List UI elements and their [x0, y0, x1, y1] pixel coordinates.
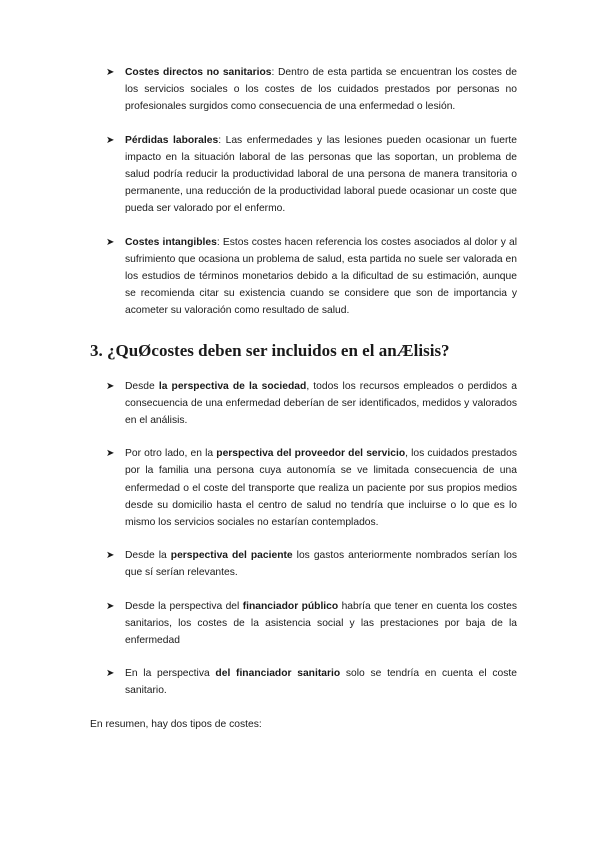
- list-item-costes-intangibles: [90, 234, 517, 320]
- arrow-bullet-icon: ➤: [106, 668, 115, 680]
- section-heading: 3. ¿QuØcostes deben ser incluidos en el anÆlisis?: [90, 340, 450, 360]
- list-item-perspectiva-paciente: [90, 547, 517, 581]
- item-text-post: , los cuidados prestados por la familia una persona cuya autonomía se ve limitada consecuencia de una enfermedad o el coste del transporte que realiza un paciente por sus propios medios desde su domicilio hasta el centro de salud no tendría que incluirse o lo que es lo mismo los servicios sociales no estarían contemplados.: [125, 448, 518, 529]
- list-item-costes-directos: [90, 64, 517, 116]
- term-bold: Pérdidas laborales: [125, 134, 219, 146]
- arrow-bullet-icon: ➤: [106, 134, 115, 146]
- item-text-pre: Desde la perspectiva del: [125, 600, 243, 612]
- item-text-pre: Desde: [125, 380, 159, 392]
- item-text-bold: perspectiva del proveedor del servicio: [216, 448, 406, 460]
- arrow-bullet-icon: ➤: [106, 600, 115, 612]
- item-text-bold: perspectiva del paciente: [170, 550, 293, 562]
- arrow-bullet-icon: ➤: [106, 67, 115, 78]
- arrow-bullet-icon: ➤: [106, 448, 115, 460]
- item-text-bold: del financiador sanitario: [215, 668, 341, 680]
- list-item-financiador-publico: [90, 598, 517, 650]
- item-text-bold: la perspectiva de la sociedad: [158, 380, 307, 392]
- list-item-perspectiva-proveedor: [90, 445, 517, 531]
- term-bold: Costes intangibles: [125, 236, 217, 248]
- term-bold: Costes directos no sanitarios: [125, 67, 272, 78]
- item-text-post: , todos los recursos empleados o perdidos a consecuencia de una enfermedad deberían de ser identificados, medidos y valorados en el análisis.: [125, 380, 517, 427]
- arrow-bullet-icon: ➤: [106, 236, 115, 248]
- arrow-bullet-icon: ➤: [106, 380, 115, 392]
- term-description: : Las enfermedades y las lesiones pueden ocasionar un fuerte impacto en la situación laboral de las personas que las soportan, un problema de salud podría reducir la productividad laboral de una persona de manera transitoria o permanente, una reducción de la productividad laboral puede ocasionar un coste que pueda ser valorado por el enfermo.: [125, 134, 518, 215]
- term-description: : Estos costes hacen referencia los costes asociados al dolor y al sufrimiento que ocasiona un problema de salud, esta partida no suele ser valorada en los estudios de términos monetarios debido a la dificultad de su estimación, aunque se recomienda citar su existencia cuando se considere que son de importancia y acometer su valoración como resultado de salud.: [125, 236, 518, 317]
- term-description: : Dentro de esta partida se encuentran los costes de los servicios sociales o los costes de los cuidados prestados por personas no profesionales surgidos como consecuencia de una enfermedad o lesión.: [125, 67, 517, 113]
- item-text-post: solo se tendría en cuenta el coste sanitario.: [125, 668, 517, 697]
- item-text-pre: Desde la: [125, 550, 171, 562]
- item-text-post: habría que tener en cuenta los costes sanitarios, los costes de la asistencia social y las prestaciones por baja de la enfermedad: [125, 600, 517, 647]
- item-text-pre: En la perspectiva: [125, 668, 216, 680]
- summary-paragraph: En resumen, hay dos tipos de costes:: [90, 718, 262, 730]
- list-item-perspectiva-sociedad: [90, 378, 517, 430]
- item-text-post: los gastos anteriormente nombrados serían los que sí serían relevantes.: [125, 550, 517, 579]
- list-item-financiador-sanitario: [90, 665, 517, 699]
- item-text-pre: Por otro lado, en la: [125, 448, 217, 460]
- arrow-bullet-icon: ➤: [106, 550, 115, 562]
- item-text-bold: financiador público: [242, 600, 339, 612]
- list-item-perdidas-laborales: [90, 132, 517, 218]
